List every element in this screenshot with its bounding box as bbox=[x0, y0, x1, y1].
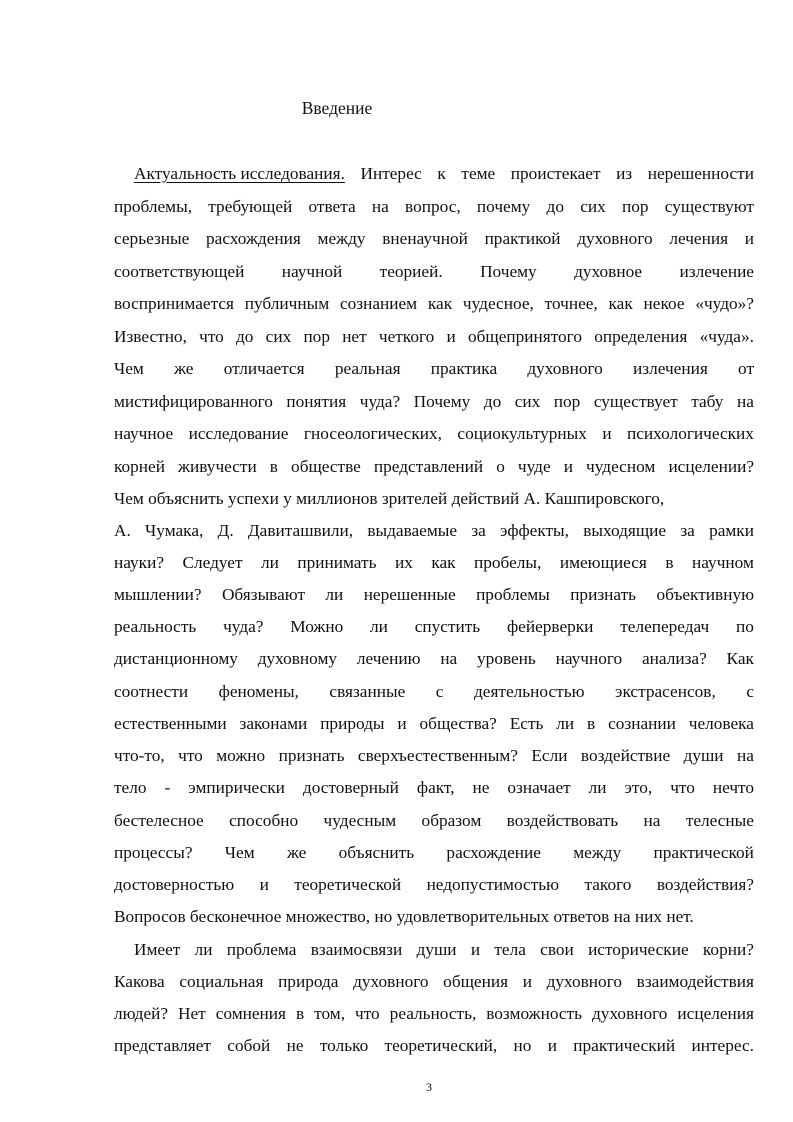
word: достоверностью bbox=[114, 875, 235, 894]
word: только bbox=[319, 1036, 369, 1055]
text-line bbox=[114, 777, 754, 799]
word: в bbox=[587, 714, 596, 733]
page-title: Введение bbox=[301, 98, 373, 118]
word: существует bbox=[593, 392, 678, 411]
word: Можно bbox=[290, 617, 344, 636]
word: расхождения bbox=[206, 229, 301, 248]
word: чудесным bbox=[323, 811, 397, 830]
word: к bbox=[437, 164, 446, 183]
word: пор bbox=[303, 327, 330, 346]
word: ли bbox=[588, 778, 607, 797]
word: отличается bbox=[223, 359, 305, 378]
word: свои bbox=[540, 940, 574, 959]
word: взаимодействия bbox=[636, 972, 754, 991]
word: практикой bbox=[484, 229, 561, 248]
word: пор bbox=[553, 392, 581, 411]
word: вопрос, bbox=[405, 197, 461, 216]
text-line bbox=[114, 391, 754, 413]
word: духовному bbox=[257, 649, 338, 668]
word: за bbox=[471, 521, 486, 540]
word: понятия bbox=[286, 392, 347, 411]
word: чуда? bbox=[223, 617, 264, 636]
word: до bbox=[236, 327, 254, 346]
word: фейерверки bbox=[506, 617, 594, 636]
word: Давиташвили, bbox=[247, 521, 354, 540]
word: и bbox=[547, 1036, 557, 1055]
word: вненаучной bbox=[382, 229, 468, 248]
text-line bbox=[114, 358, 754, 380]
text-line bbox=[114, 293, 754, 315]
word: Имеет bbox=[134, 940, 181, 959]
word: телесные bbox=[685, 811, 754, 830]
word: дистанционному bbox=[114, 649, 238, 668]
word: Д. bbox=[217, 521, 234, 540]
word: ли bbox=[370, 617, 388, 636]
word: тело bbox=[114, 778, 147, 797]
word: духовного bbox=[527, 359, 603, 378]
word: реальность bbox=[114, 617, 197, 636]
word: практической bbox=[653, 843, 754, 862]
word: науки? bbox=[114, 553, 164, 572]
word: не bbox=[286, 1036, 304, 1055]
word: духовного bbox=[546, 972, 622, 991]
word: эффекты, bbox=[500, 521, 569, 540]
word: в bbox=[295, 1004, 305, 1023]
word: табу bbox=[691, 392, 724, 411]
text-line bbox=[114, 261, 754, 283]
word: деятельностью bbox=[474, 682, 585, 701]
word: воздействовать bbox=[506, 811, 619, 830]
text-line bbox=[114, 810, 754, 832]
word: проистекает bbox=[510, 164, 601, 183]
text-line bbox=[114, 842, 754, 864]
word: можно bbox=[216, 746, 266, 765]
word: между bbox=[317, 229, 366, 248]
word: Обязывают bbox=[221, 585, 306, 604]
text-line bbox=[114, 196, 754, 218]
word: соответствующей bbox=[114, 262, 245, 281]
word: анализа? bbox=[641, 649, 707, 668]
word: практический bbox=[573, 1036, 676, 1055]
word: духовного bbox=[592, 1004, 668, 1023]
word: тела bbox=[494, 940, 526, 959]
word: требующей bbox=[208, 197, 293, 216]
word: существуют bbox=[664, 197, 754, 216]
word: до bbox=[483, 392, 502, 411]
word: Почему bbox=[413, 392, 471, 411]
word: и bbox=[563, 457, 573, 476]
word: Интерес bbox=[360, 164, 422, 183]
word: общения bbox=[443, 972, 509, 991]
text-line bbox=[114, 745, 754, 767]
word: Чем bbox=[114, 359, 144, 378]
word: такого bbox=[584, 875, 632, 894]
word: означает bbox=[507, 778, 571, 797]
word: объективную bbox=[656, 585, 754, 604]
word: проблема bbox=[226, 940, 297, 959]
word: пор bbox=[622, 197, 649, 216]
word: нерешенные bbox=[363, 585, 456, 604]
word: же bbox=[286, 843, 307, 862]
word: исцелении? bbox=[668, 457, 754, 476]
word: чуда? bbox=[359, 392, 401, 411]
word: спустить bbox=[414, 617, 481, 636]
word: возможность bbox=[486, 1004, 583, 1023]
word: до bbox=[546, 197, 564, 216]
word: на bbox=[440, 649, 458, 668]
text-line: Вопросов бесконечное множество, но удовлетворительных ответов на них нет. bbox=[114, 907, 694, 926]
word: А. bbox=[114, 521, 131, 540]
word: почему bbox=[476, 197, 531, 216]
word: теоретический, bbox=[384, 1036, 498, 1055]
word: объяснить bbox=[338, 843, 415, 862]
word: представляет bbox=[114, 1036, 211, 1055]
text-line bbox=[114, 552, 754, 574]
word: природы bbox=[320, 714, 385, 733]
word: что bbox=[178, 746, 203, 765]
section-heading: Актуальность исследования. bbox=[134, 164, 345, 183]
word: эмпирически bbox=[188, 778, 285, 797]
word: сознании bbox=[608, 714, 676, 733]
word: чудесном bbox=[586, 457, 656, 476]
word: реальная bbox=[334, 359, 401, 378]
text-line bbox=[114, 326, 754, 348]
word: исцеления bbox=[677, 1004, 754, 1023]
word: сверхъестественным? bbox=[357, 746, 518, 765]
word: социальная bbox=[179, 972, 264, 991]
word: Известно, bbox=[114, 327, 187, 346]
word: из bbox=[616, 164, 633, 183]
word: уровень bbox=[477, 649, 536, 668]
word: излечения bbox=[633, 359, 708, 378]
word: общепринятого bbox=[467, 327, 582, 346]
word: ответа bbox=[308, 197, 356, 216]
word: и bbox=[602, 424, 612, 443]
word: с bbox=[746, 682, 754, 701]
word: и bbox=[259, 875, 269, 894]
word: их bbox=[394, 553, 413, 572]
word: обществе bbox=[291, 457, 361, 476]
word: лечению bbox=[356, 649, 421, 668]
word: теорией. bbox=[379, 262, 443, 281]
word: серьезные bbox=[114, 229, 190, 248]
word: не bbox=[472, 778, 490, 797]
text-line bbox=[114, 648, 754, 670]
text-line bbox=[114, 584, 754, 606]
word: и bbox=[397, 714, 407, 733]
word: и bbox=[522, 972, 532, 991]
word: теоретической bbox=[294, 875, 402, 894]
text-line: Чем объяснить успехи у миллионов зрителей действий А. Кашпировского, bbox=[114, 489, 665, 508]
word: Почему bbox=[480, 262, 537, 281]
word: как bbox=[431, 553, 456, 572]
word: выдаваемые bbox=[367, 521, 458, 540]
word: Какова bbox=[114, 972, 165, 991]
word: недопустимостью bbox=[426, 875, 560, 894]
word: чудесное, bbox=[462, 294, 534, 313]
word: сих bbox=[580, 197, 606, 216]
word: на bbox=[736, 392, 754, 411]
word: психологических bbox=[627, 424, 754, 443]
word: практика bbox=[430, 359, 498, 378]
word: как bbox=[608, 294, 633, 313]
text-line bbox=[114, 423, 754, 445]
word: связанные bbox=[329, 682, 406, 701]
word: это, bbox=[624, 778, 653, 797]
word: Есть bbox=[509, 714, 544, 733]
word: «чуда». bbox=[699, 327, 754, 346]
word: собой bbox=[227, 1036, 271, 1055]
word: корни? bbox=[702, 940, 754, 959]
word: проблемы bbox=[476, 585, 550, 604]
word: духовного bbox=[577, 229, 653, 248]
word: ли bbox=[194, 940, 213, 959]
word: научном bbox=[692, 553, 754, 572]
word: сомнения bbox=[215, 1004, 286, 1023]
text-line bbox=[114, 971, 754, 993]
word: «чудо»? bbox=[695, 294, 754, 313]
word: и bbox=[744, 229, 754, 248]
word: на bbox=[736, 746, 754, 765]
word: же bbox=[174, 359, 194, 378]
word: законами bbox=[239, 714, 308, 733]
page-number: 3 bbox=[426, 1080, 432, 1094]
word: представлений bbox=[373, 457, 484, 476]
word: рамки bbox=[709, 521, 754, 540]
word: социокультурных bbox=[457, 424, 587, 443]
word: за bbox=[680, 521, 695, 540]
word: нечто bbox=[712, 778, 754, 797]
word: нет bbox=[342, 327, 367, 346]
word: исследование bbox=[188, 424, 289, 443]
word: Если bbox=[531, 746, 568, 765]
word: что bbox=[670, 778, 695, 797]
word: мистифицированного bbox=[114, 392, 273, 411]
word: публичным bbox=[244, 294, 330, 313]
word: - bbox=[164, 778, 171, 797]
word: реальность, bbox=[389, 1004, 477, 1023]
word: от bbox=[738, 359, 754, 378]
word: и bbox=[446, 327, 456, 346]
word: проблемы, bbox=[114, 197, 193, 216]
word: экстрасенсов, bbox=[615, 682, 716, 701]
word: людей? bbox=[114, 1004, 169, 1023]
word: достоверный bbox=[302, 778, 399, 797]
word: факт, bbox=[416, 778, 455, 797]
word: том, bbox=[314, 1004, 346, 1023]
word: души bbox=[683, 746, 724, 765]
word: нерешенности bbox=[647, 164, 754, 183]
word: но bbox=[513, 1036, 532, 1055]
word: духовное bbox=[574, 262, 643, 281]
text-line bbox=[114, 1035, 754, 1057]
word: принимать bbox=[297, 553, 377, 572]
word: воздействие bbox=[580, 746, 671, 765]
text-line bbox=[114, 713, 754, 735]
word: способно bbox=[229, 811, 299, 830]
text-line bbox=[114, 228, 754, 250]
word: имеющиеся bbox=[559, 553, 647, 572]
word: процессы? bbox=[114, 843, 193, 862]
word: точнее, bbox=[544, 294, 598, 313]
word: феномены, bbox=[218, 682, 299, 701]
word: выходящие bbox=[583, 521, 667, 540]
word: общества? bbox=[419, 714, 497, 733]
word: чуде bbox=[517, 457, 551, 476]
word: воздействия? bbox=[656, 875, 754, 894]
word: признать bbox=[570, 585, 637, 604]
word: расхождение bbox=[446, 843, 541, 862]
word: по bbox=[736, 617, 754, 636]
word: как bbox=[427, 294, 453, 313]
word: сих bbox=[514, 392, 541, 411]
text-line bbox=[114, 681, 754, 703]
word: соотнести bbox=[114, 682, 189, 701]
word: научной bbox=[281, 262, 343, 281]
word: Нет bbox=[178, 1004, 206, 1023]
word: бестелесное bbox=[114, 811, 204, 830]
text-line bbox=[114, 456, 754, 478]
word: сих bbox=[265, 327, 292, 346]
word: теме bbox=[461, 164, 496, 183]
word: человека bbox=[688, 714, 754, 733]
word: в bbox=[665, 553, 674, 572]
word: образом bbox=[421, 811, 482, 830]
word: признать bbox=[278, 746, 345, 765]
word: Чем bbox=[224, 843, 255, 862]
word: в bbox=[269, 457, 278, 476]
word: ли bbox=[556, 714, 575, 733]
word: ли bbox=[261, 553, 279, 572]
word: духовного bbox=[353, 972, 429, 991]
word: что bbox=[355, 1004, 380, 1023]
word: научное bbox=[114, 424, 174, 443]
word: что bbox=[199, 327, 224, 346]
word: живучести bbox=[178, 457, 257, 476]
word: Следует bbox=[182, 553, 243, 572]
text-line bbox=[134, 163, 754, 185]
word: корней bbox=[114, 457, 165, 476]
word: излечение bbox=[679, 262, 754, 281]
word: между bbox=[573, 843, 622, 862]
word: естественными bbox=[114, 714, 227, 733]
word: гносеологических, bbox=[303, 424, 442, 443]
word: определения bbox=[594, 327, 688, 346]
word: о bbox=[496, 457, 505, 476]
word: на bbox=[643, 811, 661, 830]
word: некое bbox=[643, 294, 685, 313]
word: взаимосвязи bbox=[310, 940, 403, 959]
word: интерес. bbox=[691, 1036, 754, 1055]
word: мышлении? bbox=[114, 585, 202, 604]
word: с bbox=[435, 682, 444, 701]
word: души bbox=[416, 940, 457, 959]
word: что-то, bbox=[114, 746, 165, 765]
word: ли bbox=[325, 585, 344, 604]
word: пробелы, bbox=[474, 553, 542, 572]
word: воспринимается bbox=[114, 294, 234, 313]
text-line bbox=[114, 616, 754, 638]
word: Как bbox=[726, 649, 754, 668]
word: Чумака, bbox=[145, 521, 204, 540]
word: научного bbox=[555, 649, 623, 668]
word: исторические bbox=[588, 940, 689, 959]
text-line bbox=[114, 520, 754, 542]
text-line bbox=[114, 1003, 754, 1025]
word: лечения bbox=[669, 229, 729, 248]
word: сознанием bbox=[339, 294, 418, 313]
text-line bbox=[114, 874, 754, 896]
text-line bbox=[134, 939, 754, 961]
word: природа bbox=[278, 972, 339, 991]
word: и bbox=[470, 940, 481, 959]
word: четкого bbox=[378, 327, 435, 346]
word: на bbox=[371, 197, 389, 216]
word: телепередач bbox=[620, 617, 710, 636]
